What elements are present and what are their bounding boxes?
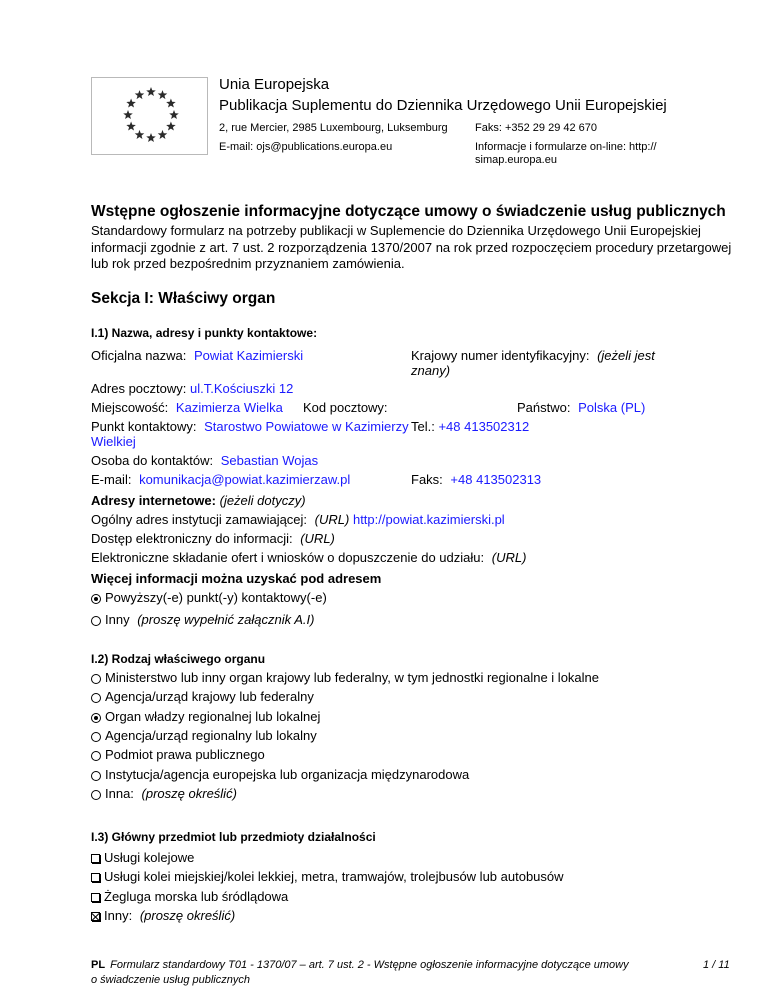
eu-star-icon — [126, 122, 136, 131]
i3-option-label: Usługi kolei miejskiej/kolei lekkiej, metra, tramwajów, trolejbusów lub autobusów — [104, 869, 564, 884]
section-title: Sekcja I: Właściwy organ — [91, 290, 276, 307]
internet-note: (jeżeli dotyczy) — [219, 493, 306, 508]
checkbox-checked-icon[interactable] — [91, 912, 100, 921]
e-access-row — [91, 531, 335, 546]
eu-star-icon — [158, 130, 168, 139]
radio-empty-icon[interactable] — [91, 732, 101, 742]
country-row — [517, 400, 645, 415]
eu-star-icon — [146, 133, 156, 142]
eu-star-icon — [166, 99, 176, 108]
national-id-note: (jeżeli jest — [597, 348, 655, 363]
person-value: Sebastian Wojas — [220, 453, 319, 468]
postcode-label: Kod pocztowy: — [303, 400, 388, 415]
official-name-row — [91, 348, 303, 363]
radio-empty-icon[interactable] — [91, 751, 101, 761]
eu-star-icon — [169, 110, 179, 119]
i3-option[interactable] — [91, 869, 564, 884]
i2-option-label: Agencja/urząd krajowy lub federalny — [105, 689, 314, 704]
general-url-link[interactable]: http://powiat.kazimierski.pl — [352, 512, 505, 527]
i2-option-label: Podmiot prawa publicznego — [105, 747, 265, 762]
i3-option-label: Inny: — [104, 908, 133, 923]
general-url-label: Ogólny adres instytucji zamawiającej: — [91, 512, 308, 527]
footer-text-1: Formularz standardowy T01 - 1370/07 – art. 7 ust. 2 - Wstępne ogłoszenie informacyjne dotyczące umowy — [110, 959, 629, 971]
radio-checked-icon[interactable] — [91, 713, 101, 723]
e-submit-row — [91, 550, 526, 565]
header-info-line2: simap.europa.eu — [475, 154, 557, 166]
i3-option-label: Usługi kolejowe — [104, 850, 195, 865]
i2-option[interactable] — [91, 747, 265, 762]
radio-other-label: Inny — [105, 612, 130, 627]
i3-option[interactable] — [91, 850, 194, 865]
i3-other-note: (proszę określić) — [139, 908, 236, 923]
contact-point-value: Starostwo Powiatowe w Kazimierzy — [204, 419, 409, 434]
i2-option[interactable] — [91, 689, 314, 704]
i2-option[interactable] — [91, 767, 469, 782]
email-row — [91, 472, 350, 487]
i3-option[interactable] — [91, 908, 235, 923]
e-submit-url-tag: (URL) — [491, 550, 527, 565]
official-name-value: Powiat Kazimierski — [194, 348, 304, 363]
header-address: 2, rue Mercier, 2985 Luxembourg, Luksemburg — [219, 122, 448, 134]
radio-other-contact[interactable] — [91, 612, 314, 627]
e-submit-label: Elektroniczne składanie ofert i wniosków o dopuszczenie do udziału: — [91, 550, 485, 565]
document-title: Wstępne ogłoszenie informacyjne dotyczące umowy o świadczenie usług publicznych — [91, 203, 726, 220]
radio-empty-icon[interactable] — [91, 674, 101, 684]
person-row — [91, 453, 318, 468]
i2-option-label: Organ władzy regionalnej lub lokalnej — [105, 709, 321, 724]
page-number: 1 / 11 — [703, 959, 730, 971]
radio-empty-icon[interactable] — [91, 693, 101, 703]
tel-row — [411, 419, 529, 434]
eu-star-icon — [126, 99, 136, 108]
more-info-label: Więcej informacji można uzyskać pod adresem — [91, 571, 382, 586]
eu-star-icon — [158, 90, 168, 99]
header-info-line1: Informacje i formularze on-line: http:// — [475, 141, 657, 153]
city-value: Kazimierza Wielka — [175, 400, 283, 415]
eu-flag-logo — [91, 77, 208, 155]
radio-above-label: Powyższy(-e) punkt(-y) kontaktowy(-e) — [105, 590, 327, 605]
footer-lang: PL — [91, 959, 106, 971]
header-email: E-mail: ojs@publications.europa.eu — [219, 141, 393, 153]
eu-star-icon — [166, 122, 176, 131]
tel-label: Tel.: — [411, 419, 435, 434]
internet-label: Adresy internetowe: — [91, 493, 216, 508]
i2-other-note: (proszę określić) — [141, 786, 237, 801]
radio-empty-icon[interactable] — [91, 790, 101, 800]
national-id-row — [411, 348, 655, 363]
header-publication: Publikacja Suplementu do Dziennika Urzędowego Unii Europejskiej — [219, 97, 667, 114]
i3-option[interactable] — [91, 889, 288, 904]
e-access-label: Dostęp elektroniczny do informacji: — [91, 531, 293, 546]
eu-star-icon — [135, 90, 145, 99]
fax-row — [411, 472, 541, 487]
postal-row — [91, 381, 293, 396]
i2-option[interactable] — [91, 728, 317, 743]
i2-option[interactable] — [91, 670, 599, 685]
checkbox-empty-icon[interactable] — [91, 854, 100, 863]
checkbox-empty-icon[interactable] — [91, 893, 100, 902]
fax-label: Faks: — [411, 472, 443, 487]
radio-empty-icon[interactable] — [91, 616, 101, 626]
postal-label: Adres pocztowy: — [91, 381, 187, 396]
i2-option[interactable] — [91, 786, 237, 801]
national-id-label: Krajowy numer identyfikacyjny: — [411, 348, 590, 363]
intro-line-1: Standardowy formularz na potrzeby publikacji w Suplemencie do Dziennika Urzędowego Unii Europejskiej — [91, 223, 701, 238]
i2-option-label: Agencja/urząd regionalny lub lokalny — [105, 728, 317, 743]
i1-heading: I.1) Nazwa, adresy i punkty kontaktowe: — [91, 326, 318, 340]
email-label: E-mail: — [91, 472, 132, 487]
radio-empty-icon[interactable] — [91, 771, 101, 781]
country-label: Państwo: — [517, 400, 571, 415]
header-org: Unia Europejska — [219, 76, 330, 93]
contact-point-value-2: Wielkiej — [91, 434, 136, 449]
i2-option-label: Inna: — [105, 786, 134, 801]
email-value[interactable]: komunikacja@powiat.kazimierzaw.pl — [139, 472, 351, 487]
city-row — [91, 400, 283, 415]
checkbox-empty-icon[interactable] — [91, 873, 100, 882]
country-value: Polska (PL) — [578, 400, 646, 415]
national-id-note-2: znany) — [411, 363, 451, 378]
intro-line-3: lub rok przed bezpośrednim przyznaniem zamówienia. — [91, 256, 405, 271]
footer-text-2: o świadczenie usług publicznych — [91, 974, 250, 986]
eu-star-icon — [135, 130, 145, 139]
contact-point-label: Punkt kontaktowy: — [91, 419, 197, 434]
official-name-label: Oficjalna nazwa: — [91, 348, 187, 363]
eu-star-icon — [123, 110, 133, 119]
eu-star-icon — [146, 87, 156, 96]
i3-option-label: Żegluga morska lub śródlądowa — [104, 889, 289, 904]
footer-line-1 — [91, 959, 629, 971]
intro-line-2: informacji zgodnie z art. 7 ust. 2 rozporządzenia 1370/2007 na rok przed rozpoczęciem procedury przetargowej — [91, 240, 732, 255]
i2-option[interactable] — [91, 709, 320, 724]
general-url-row — [91, 512, 505, 527]
i2-heading: I.2) Rodzaj właściwego organu — [91, 652, 266, 666]
general-url-tag: (URL) — [314, 512, 350, 527]
i3-heading: I.3) Główny przedmiot lub przedmioty działalności — [91, 830, 376, 844]
e-access-url-tag: (URL) — [300, 531, 335, 546]
fax-value: +48 413502313 — [450, 472, 542, 487]
i2-option-label: Instytucja/agencja europejska lub organizacja międzynarodowa — [105, 767, 470, 782]
i2-option-label: Ministerstwo lub inny organ krajowy lub federalny, w tym jednostki regionalne i lokalne — [105, 670, 599, 685]
radio-other-note: (proszę wypełnić załącznik A.I) — [137, 612, 315, 627]
person-label: Osoba do kontaktów: — [91, 453, 214, 468]
city-label: Miejscowość: — [91, 400, 169, 415]
header-fax: Faks: +352 29 29 42 670 — [475, 122, 598, 134]
radio-checked-icon[interactable] — [91, 594, 101, 604]
internet-row — [91, 493, 306, 508]
contact-point-row — [91, 419, 409, 434]
radio-above-contact[interactable] — [91, 590, 327, 605]
tel-value: +48 413502312 — [438, 419, 530, 434]
postal-value: ul.T.Kościuszki 12 — [190, 381, 294, 396]
